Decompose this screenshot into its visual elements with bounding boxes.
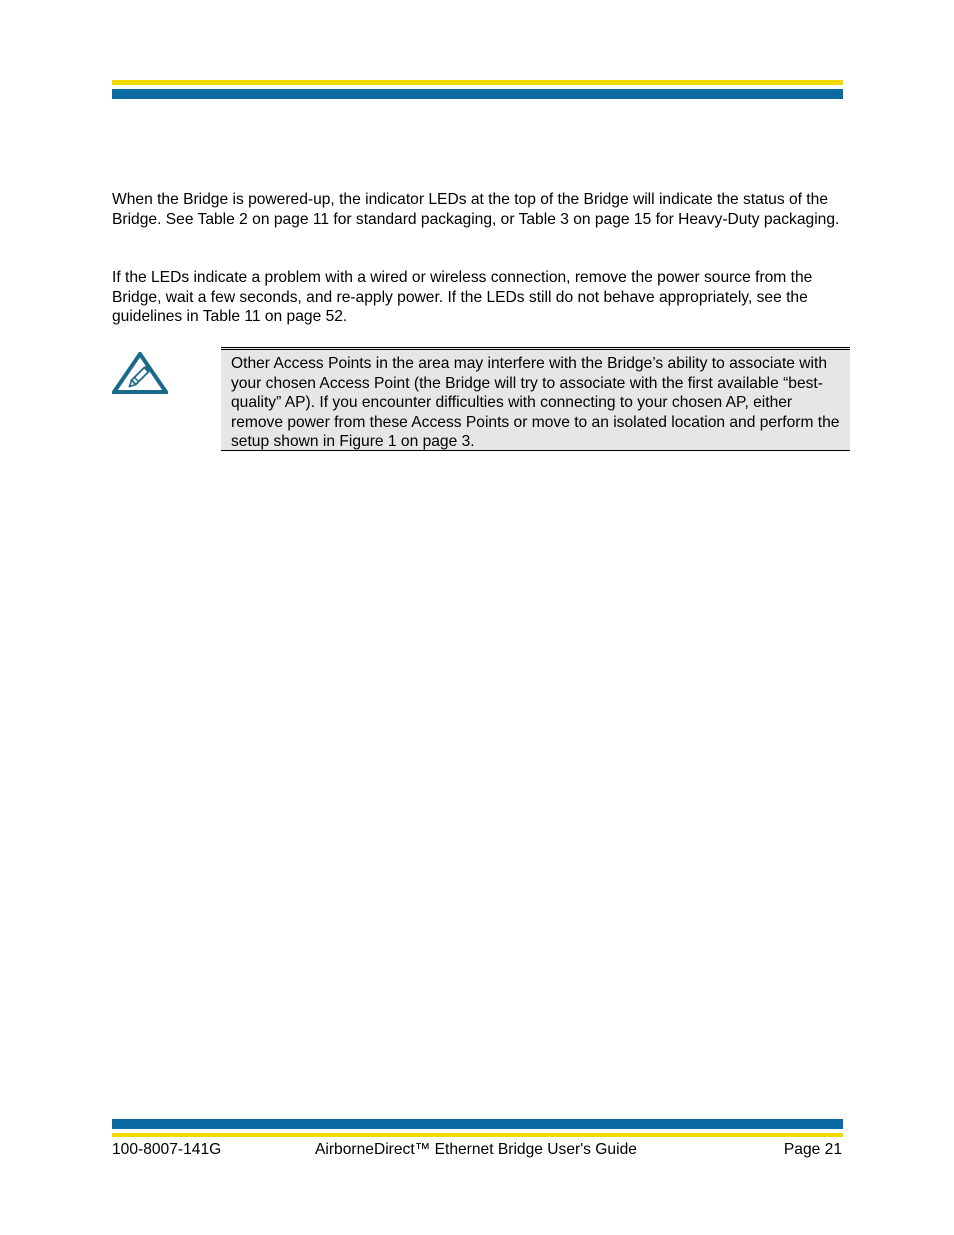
note-box <box>221 347 850 451</box>
header-blue-band <box>112 89 843 99</box>
footer-page-number: Page 21 <box>783 1141 842 1158</box>
footer-doc-number: 100-8007-141G <box>112 1141 222 1158</box>
footer-title: AirborneDirect™ Ethernet Bridge User's Guide <box>315 1141 637 1158</box>
footer-yellow-band <box>112 1133 843 1137</box>
note-pencil-icon <box>112 352 168 394</box>
footer-blue-band <box>112 1119 843 1129</box>
paragraph-leds-problem: If the LEDs indicate a problem with a wired or wireless connection, remove the power source from the Bridge, wait a few seconds, and re-apply power. If the LEDs still do not behave appropriately, see the guidelines in Table 11 on page 52. <box>112 269 813 326</box>
note-text: Other Access Points in the area may interfere with the Bridge’s ability to associate with your chosen Access Point (the Bridge will try to associate with the first available “best-quality” AP). If you encounter difficulties with connecting to your chosen AP, either remove power from these Access Points or move to an isolated location and perform the setup shown in Figure 1 on page 3. <box>231 355 840 451</box>
paragraph-leds-status: When the Bridge is powered-up, the indicator LEDs at the top of the Bridge will indicate the status of the Bridge. See Table 2 on page 11 for standard packaging, or Table 3 on page 15 for Heavy-Duty packaging. <box>112 191 840 228</box>
header-yellow-band <box>112 80 843 85</box>
